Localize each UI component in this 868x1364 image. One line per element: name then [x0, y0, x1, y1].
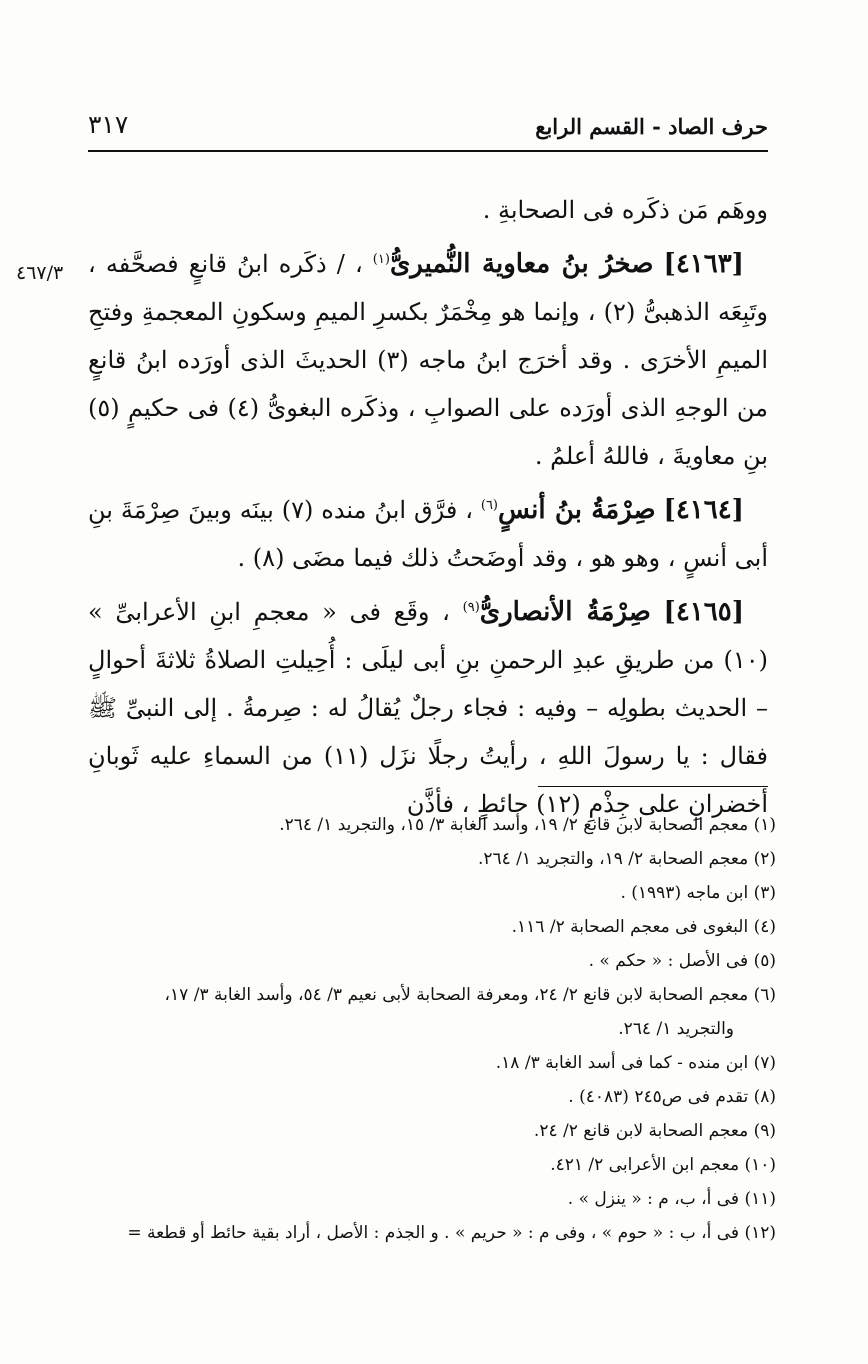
- footnote-12: (١٢) فى أ، ب : « حوم » ، وفى م : « حريم » . و الجذم : الأصل ، أراد بقية حائط أو قطعة =: [127, 1223, 776, 1243]
- opening-line: ووهَم مَن ذكَره فى الصحابةِ .: [482, 196, 768, 224]
- footnote-2: (٢) معجم الصحابة ٢/ ١٩، والتجريد ١/ ٢٦٤.: [477, 849, 776, 869]
- entry-4164: [88, 486, 768, 582]
- entry-name: صِرْمَةُ بنُ أنسٍ: [498, 495, 656, 525]
- entry-name: صخرُ بنُ معاوية النُّميرىُّ: [389, 249, 654, 279]
- footnote-separator: [538, 786, 768, 787]
- footnote-marker: (١): [372, 252, 390, 267]
- footnote-10: (١٠) معجم ابن الأعرابى ٢/ ٤٢١.: [550, 1155, 776, 1175]
- page-header: [88, 110, 768, 144]
- footnote-7: (٧) ابن منده - كما فى أسد الغابة ٣/ ١٨.: [495, 1053, 776, 1073]
- footnote-6: (٦) معجم الصحابة لابن قانع ٢/ ٢٤، ومعرفة الصحابة لأبى نعيم ٣/ ٥٤، وأسد الغابة ٣/ ١٧،: [164, 985, 776, 1005]
- footnote-3: (٣) ابن ماجه (١٩٩٣) .: [620, 883, 776, 903]
- footnote-marker: (٩): [462, 600, 480, 615]
- entry-body: ، فرَّق ابنُ منده (٧) بينَه وبينَ صِرْمَةَ بنِ أبى أنسٍ ، وهو هو ، وقد أوضَحتُ ذلك فيما مضَى (٨) .: [88, 496, 768, 572]
- footnote-11: (١١) فى أ، ب، م : « ينزل » .: [567, 1189, 776, 1209]
- footnote-6-continuation: والتجريد ١/ ٢٦٤.: [618, 1019, 734, 1039]
- entry-body: ، وقَع فى « معجمِ ابنِ الأعرابىِّ » (١٠) من طريقِ عبدِ الرحمنِ بنِ أبى ليلَى : أُحِيلتِ الصلاةُ ثلاثةَ أحوالٍ – الحديث بطولِه – وفيه : فجاء رجلٌ يُقالُ له : صِرمةُ . إلى النبىِّ ﷺ فقال : يا رسولَ اللهِ ، رأيتُ رجلًا نزَل (١١) من السماءِ عليه ثَوبانِ أخضرانِ على جِذْمِ (١٢) حائطٍ ، فأذَّن: [88, 598, 769, 818]
- footnote-9: (٩) معجم الصحابة لابن قانع ٢/ ٢٤.: [533, 1121, 776, 1141]
- entry-name: صِرْمَةُ الأنصارىُّ: [479, 597, 651, 627]
- footnote-1: (١) معجم الصحابة لابن قانع ٢/ ١٩، وأسد الغابة ٣/ ١٥، والتجريد ١/ ٢٦٤.: [279, 815, 776, 835]
- entry-4163: [88, 240, 768, 480]
- entry-number: [٤١٦٣]: [663, 249, 744, 279]
- footnote-4: (٤) البغوى فى معجم الصحابة ٢/ ١١٦.: [511, 917, 776, 937]
- footnotes: [86, 808, 776, 1250]
- running-head: حرف الصاد - القسم الرابع: [535, 114, 768, 139]
- main-text: [88, 186, 768, 834]
- footnote-marker: (٦): [480, 498, 498, 513]
- entry-number: [٤١٦٤]: [663, 495, 744, 525]
- footnote-8: (٨) تقدم فى ص٢٤٥ (٤٠٨٣) .: [568, 1087, 776, 1107]
- header-rule: [88, 150, 768, 152]
- entry-number: [٤١٦٥]: [663, 597, 744, 627]
- page-number: ٣١٧: [88, 110, 129, 139]
- entry-body: ، / ذكَره ابنُ قانعٍ فصحَّفه ، وتَبِعَه الذهبىُّ (٢) ، وإنما هو مِخْمَرٌ بكسرِ الميمِ وسكونِ المعجمةِ وفتحِ الميمِ الأخرَى . وقد أخرَج ابنُ ماجه (٣) الحديثَ الذى أورَده ابنُ قانعٍ من الوجهِ الذى أورَده على الصوابِ ، وذكَره البغوىُّ (٤) فى حكيمٍ (٥) بنِ معاويةَ ، فاللهُ أعلمُ .: [88, 250, 769, 470]
- margin-volume-page-note: ٤٦٧/٣: [16, 262, 64, 284]
- footnote-5: (٥) فى الأصل : « حكم » .: [588, 951, 776, 971]
- entry-4165: [88, 588, 768, 828]
